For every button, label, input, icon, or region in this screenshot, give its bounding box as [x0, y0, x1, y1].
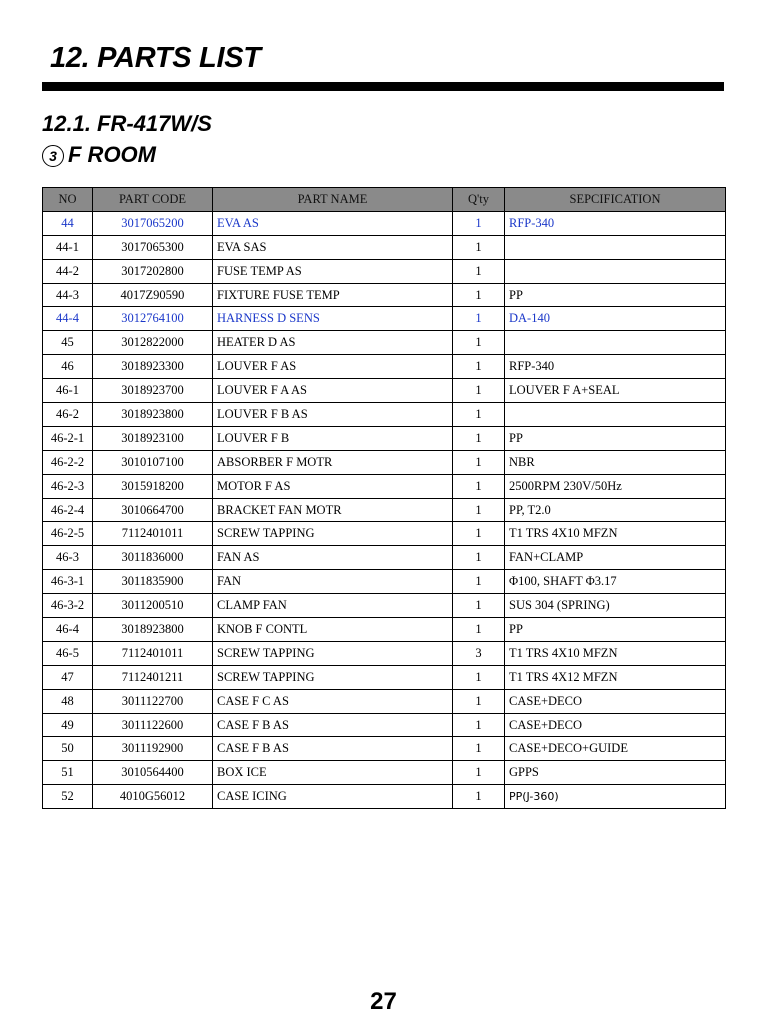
- quantity-cell: 1: [453, 737, 505, 761]
- subsection-title: [42, 142, 156, 168]
- part-name-cell: EVA AS: [213, 211, 453, 235]
- part-code-cell: 3010107100: [93, 450, 213, 474]
- part-code-cell: 3011835900: [93, 570, 213, 594]
- part-name-cell: HEATER D AS: [213, 331, 453, 355]
- specification-cell: PP: [505, 283, 726, 307]
- row-number-cell: 46-2-4: [43, 498, 93, 522]
- specification-cell: T1 TRS 4X10 MFZN: [505, 641, 726, 665]
- table-row: [43, 546, 726, 570]
- part-name-cell: SCREW TAPPING: [213, 665, 453, 689]
- quantity-cell: 1: [453, 426, 505, 450]
- part-code-cell: 4017Z90590: [93, 283, 213, 307]
- part-name-cell: CASE F C AS: [213, 689, 453, 713]
- specification-cell: PP: [505, 618, 726, 642]
- row-number-cell: 46-1: [43, 379, 93, 403]
- row-number-cell: 46-5: [43, 641, 93, 665]
- title-rule: [42, 82, 724, 91]
- column-header-qty: Q'ty: [453, 188, 505, 212]
- part-name-cell: CASE F B AS: [213, 737, 453, 761]
- part-name-cell: FAN: [213, 570, 453, 594]
- part-code-cell: 7112401011: [93, 522, 213, 546]
- part-code-cell: 7112401211: [93, 665, 213, 689]
- quantity-cell: 1: [453, 307, 505, 331]
- specification-cell: [505, 259, 726, 283]
- part-name-cell: HARNESS D SENS: [213, 307, 453, 331]
- part-name-cell: CLAMP FAN: [213, 594, 453, 618]
- quantity-cell: 1: [453, 546, 505, 570]
- parts-table-body: [43, 211, 726, 808]
- column-header-specification: SEPCIFICATION: [505, 188, 726, 212]
- part-name-cell: FUSE TEMP AS: [213, 259, 453, 283]
- row-number-cell: 46-2-1: [43, 426, 93, 450]
- specification-cell: CASE+DECO: [505, 713, 726, 737]
- part-code-cell: 4010G56012: [93, 785, 213, 809]
- quantity-cell: 1: [453, 618, 505, 642]
- specification-cell: DA-140: [505, 307, 726, 331]
- quantity-cell: 1: [453, 689, 505, 713]
- specification-cell: CASE+DECO: [505, 689, 726, 713]
- part-name-cell: CASE ICING: [213, 785, 453, 809]
- part-name-cell: LOUVER F AS: [213, 355, 453, 379]
- table-row: [43, 594, 726, 618]
- specification-cell: [505, 235, 726, 259]
- part-code-cell: 3011122700: [93, 689, 213, 713]
- quantity-cell: 1: [453, 331, 505, 355]
- specification-cell: Φ100, SHAFT Φ3.17: [505, 570, 726, 594]
- part-name-cell: FAN AS: [213, 546, 453, 570]
- quantity-cell: 1: [453, 665, 505, 689]
- specification-cell: PP, T2.0: [505, 498, 726, 522]
- table-row: [43, 450, 726, 474]
- subsection-label: F ROOM: [68, 142, 156, 167]
- part-code-cell: 3012764100: [93, 307, 213, 331]
- part-code-cell: 3011122600: [93, 713, 213, 737]
- row-number-cell: 52: [43, 785, 93, 809]
- specification-cell: T1 TRS 4X10 MFZN: [505, 522, 726, 546]
- column-header-part-code: PART CODE: [93, 188, 213, 212]
- specification-cell: RFP-340: [505, 211, 726, 235]
- row-number-cell: 44-4: [43, 307, 93, 331]
- part-code-cell: 3012822000: [93, 331, 213, 355]
- part-name-cell: SCREW TAPPING: [213, 641, 453, 665]
- part-code-cell: 3011836000: [93, 546, 213, 570]
- table-row: [43, 355, 726, 379]
- part-name-cell: FIXTURE FUSE TEMP: [213, 283, 453, 307]
- part-name-cell: LOUVER F A AS: [213, 379, 453, 403]
- table-row: [43, 259, 726, 283]
- circled-number-badge: 3: [42, 145, 64, 167]
- row-number-cell: 46-3-1: [43, 570, 93, 594]
- part-code-cell: 3018923700: [93, 379, 213, 403]
- row-number-cell: 46-4: [43, 618, 93, 642]
- row-number-cell: 46-2-2: [43, 450, 93, 474]
- specification-cell: PP(J-360): [505, 785, 726, 809]
- parts-table: [42, 187, 726, 809]
- specification-cell: PP: [505, 426, 726, 450]
- quantity-cell: 1: [453, 259, 505, 283]
- quantity-cell: 1: [453, 498, 505, 522]
- part-code-cell: 3011192900: [93, 737, 213, 761]
- specification-cell: GPPS: [505, 761, 726, 785]
- row-number-cell: 44: [43, 211, 93, 235]
- part-code-cell: 3017065200: [93, 211, 213, 235]
- row-number-cell: 46: [43, 355, 93, 379]
- row-number-cell: 51: [43, 761, 93, 785]
- part-name-cell: ABSORBER F MOTR: [213, 450, 453, 474]
- row-number-cell: 50: [43, 737, 93, 761]
- part-code-cell: 3018923800: [93, 618, 213, 642]
- table-row: [43, 665, 726, 689]
- row-number-cell: 46-3: [43, 546, 93, 570]
- quantity-cell: 1: [453, 235, 505, 259]
- table-row: [43, 235, 726, 259]
- part-code-cell: 3017202800: [93, 259, 213, 283]
- part-code-cell: 3011200510: [93, 594, 213, 618]
- table-row: [43, 283, 726, 307]
- quantity-cell: 1: [453, 713, 505, 737]
- row-number-cell: 46-3-2: [43, 594, 93, 618]
- quantity-cell: 1: [453, 355, 505, 379]
- page-title: 12. PARTS LIST: [50, 42, 261, 74]
- quantity-cell: 1: [453, 522, 505, 546]
- table-header-row: [43, 188, 726, 212]
- specification-cell: CASE+DECO+GUIDE: [505, 737, 726, 761]
- row-number-cell: 49: [43, 713, 93, 737]
- quantity-cell: 1: [453, 474, 505, 498]
- row-number-cell: 47: [43, 665, 93, 689]
- part-code-cell: 3010664700: [93, 498, 213, 522]
- table-row: [43, 498, 726, 522]
- quantity-cell: 1: [453, 450, 505, 474]
- quantity-cell: 1: [453, 283, 505, 307]
- column-header-no: NO: [43, 188, 93, 212]
- row-number-cell: 44-3: [43, 283, 93, 307]
- part-name-cell: LOUVER F B: [213, 426, 453, 450]
- table-row: [43, 641, 726, 665]
- part-name-cell: LOUVER F B AS: [213, 403, 453, 427]
- part-name-cell: SCREW TAPPING: [213, 522, 453, 546]
- table-row: [43, 785, 726, 809]
- table-row: [43, 331, 726, 355]
- column-header-part-name: PART NAME: [213, 188, 453, 212]
- part-code-cell: 3018923800: [93, 403, 213, 427]
- part-name-cell: BOX ICE: [213, 761, 453, 785]
- part-name-cell: CASE F B AS: [213, 713, 453, 737]
- specification-cell: [505, 331, 726, 355]
- table-row: [43, 618, 726, 642]
- quantity-cell: 1: [453, 594, 505, 618]
- specification-cell: NBR: [505, 450, 726, 474]
- row-number-cell: 44-2: [43, 259, 93, 283]
- part-code-cell: 7112401011: [93, 641, 213, 665]
- table-row: [43, 522, 726, 546]
- part-name-cell: EVA SAS: [213, 235, 453, 259]
- specification-cell: 2500RPM 230V/50Hz: [505, 474, 726, 498]
- section-title: 12.1. FR-417W/S: [42, 111, 212, 136]
- specification-cell: T1 TRS 4X12 MFZN: [505, 665, 726, 689]
- table-row: [43, 426, 726, 450]
- part-name-cell: MOTOR F AS: [213, 474, 453, 498]
- specification-cell: SUS 304 (SPRING): [505, 594, 726, 618]
- page-number: 27: [370, 988, 397, 1015]
- part-name-cell: KNOB F CONTL: [213, 618, 453, 642]
- table-row: [43, 570, 726, 594]
- row-number-cell: 46-2: [43, 403, 93, 427]
- quantity-cell: 1: [453, 211, 505, 235]
- part-name-cell: BRACKET FAN MOTR: [213, 498, 453, 522]
- quantity-cell: 1: [453, 403, 505, 427]
- quantity-cell: 1: [453, 570, 505, 594]
- specification-cell: FAN+CLAMP: [505, 546, 726, 570]
- table-row: [43, 474, 726, 498]
- table-row: [43, 761, 726, 785]
- specification-cell: [505, 403, 726, 427]
- table-row: [43, 713, 726, 737]
- part-code-cell: 3015918200: [93, 474, 213, 498]
- table-row: [43, 403, 726, 427]
- part-code-cell: 3018923100: [93, 426, 213, 450]
- table-row: [43, 211, 726, 235]
- table-row: [43, 737, 726, 761]
- row-number-cell: 45: [43, 331, 93, 355]
- specification-cell: LOUVER F A+SEAL: [505, 379, 726, 403]
- part-code-cell: 3017065300: [93, 235, 213, 259]
- table-row: [43, 379, 726, 403]
- row-number-cell: 48: [43, 689, 93, 713]
- specification-cell: RFP-340: [505, 355, 726, 379]
- row-number-cell: 46-2-3: [43, 474, 93, 498]
- part-code-cell: 3010564400: [93, 761, 213, 785]
- part-code-cell: 3018923300: [93, 355, 213, 379]
- table-row: [43, 307, 726, 331]
- quantity-cell: 3: [453, 641, 505, 665]
- row-number-cell: 46-2-5: [43, 522, 93, 546]
- table-row: [43, 689, 726, 713]
- quantity-cell: 1: [453, 785, 505, 809]
- row-number-cell: 44-1: [43, 235, 93, 259]
- quantity-cell: 1: [453, 379, 505, 403]
- quantity-cell: 1: [453, 761, 505, 785]
